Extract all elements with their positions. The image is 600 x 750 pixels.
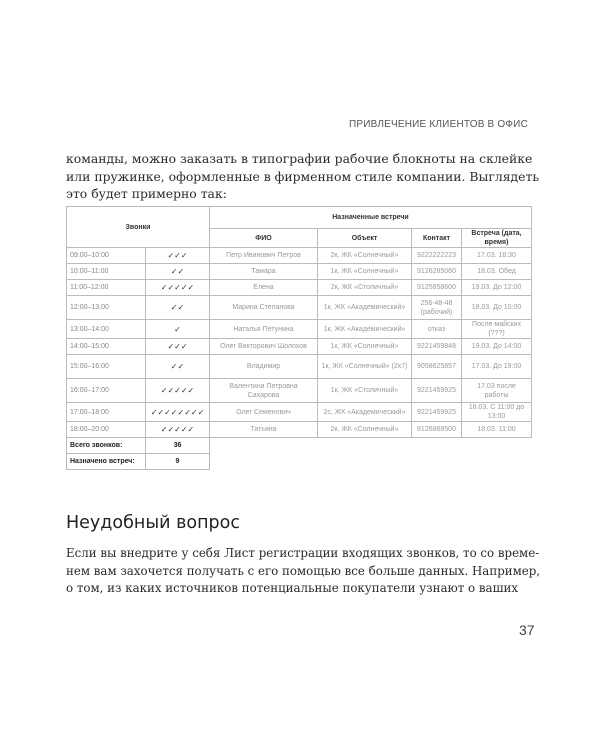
- meeting-cell: 18.03. Обед: [462, 264, 532, 280]
- table-row: [67, 264, 532, 280]
- object-cell: 2с, ЖК «Академический»: [318, 403, 412, 422]
- meeting-cell: 17.03. До 19:00: [462, 355, 532, 379]
- contact-cell: 9221459848: [412, 339, 462, 355]
- name-cell: Владимир: [210, 355, 318, 379]
- name-cell: Татьяна: [210, 422, 318, 438]
- table-row: [67, 320, 532, 339]
- contact-cell: 9221459925: [412, 403, 462, 422]
- contact-cell: 9058625857: [412, 355, 462, 379]
- contact-cell: 9126285060: [412, 264, 462, 280]
- header-calls: Звонки: [67, 207, 210, 248]
- time-cell: 10:00–11:00: [67, 264, 146, 280]
- checks-cell: ✓✓✓: [146, 339, 210, 355]
- name-cell: Тамара: [210, 264, 318, 280]
- object-cell: 1к, ЖК «Академический»: [318, 296, 412, 320]
- text-line: нем вам захочется получать с его помощью все больше данных. Например,: [66, 563, 541, 578]
- empty-space: [210, 438, 532, 454]
- table-row: [67, 422, 532, 438]
- time-cell: 15:00–16:00: [67, 355, 146, 379]
- name-cell: Елена: [210, 280, 318, 296]
- object-cell: 2к, ЖК «Солнечный»: [318, 248, 412, 264]
- table-row: [67, 296, 532, 320]
- page-number: 37: [519, 622, 535, 638]
- object-cell: 1к, ЖК «Солнечный»: [318, 264, 412, 280]
- table-row: [67, 248, 532, 264]
- meeting-cell: 17.03 после работы: [462, 379, 532, 403]
- time-cell: 09:00–10:00: [67, 248, 146, 264]
- total-calls-value: 36: [146, 438, 210, 454]
- contact-cell: отказ: [412, 320, 462, 339]
- checks-cell: ✓✓: [146, 296, 210, 320]
- running-header: ПРИВЛЕЧЕНИЕ КЛИЕНТОВ В ОФИС: [348, 119, 528, 130]
- checks-cell: ✓✓✓✓✓✓✓✓: [146, 403, 210, 422]
- meetings-count-row: [67, 454, 532, 470]
- table-row: [67, 339, 532, 355]
- meeting-cell: 19.03. До 12:00: [462, 280, 532, 296]
- time-cell: 18:00–20:00: [67, 422, 146, 438]
- meeting-cell: 18.03. 11:00: [462, 422, 532, 438]
- checks-cell: ✓✓: [146, 355, 210, 379]
- table-row: [67, 379, 532, 403]
- text-line: это будет примерно так:: [66, 186, 227, 201]
- text-line: Если вы внедрите у себя Лист регистрации входящих звонков, то со време-: [66, 546, 540, 560]
- time-cell: 17:00–18:00: [67, 403, 146, 422]
- intro-paragraph: [66, 150, 540, 203]
- table-row: [67, 355, 532, 379]
- empty-space: [210, 454, 532, 470]
- object-cell: 1к, ЖК «Академический»: [318, 320, 412, 339]
- checks-cell: ✓✓✓✓✓: [146, 379, 210, 403]
- text-line: о том, из каких источников потенциальные покупатели узнают о ваших: [66, 581, 519, 595]
- time-cell: 11:00–12:00: [67, 280, 146, 296]
- object-cell: 1к, ЖК «Столичный»: [318, 379, 412, 403]
- meeting-cell: 18.03. С 11:00 до 13:00: [462, 403, 532, 422]
- name-cell: Олег Викторович Шолохов: [210, 339, 318, 355]
- contact-cell: 9126868500: [412, 422, 462, 438]
- col-contact: Контакт: [412, 229, 462, 248]
- name-cell: Наталья Петунина: [210, 320, 318, 339]
- table-row: [67, 403, 532, 422]
- header-meetings: Назначенные встречи: [210, 207, 532, 229]
- contact-cell: 256-48-48 (рабочий): [412, 296, 462, 320]
- name-cell: Валентина Петровна Сахарова: [210, 379, 318, 403]
- checks-cell: ✓✓✓: [146, 248, 210, 264]
- checks-cell: ✓: [146, 320, 210, 339]
- section-paragraph: [66, 545, 541, 598]
- table-row: [67, 280, 532, 296]
- col-meeting: Встреча (дата, время): [462, 229, 532, 248]
- meeting-cell: 18.03. До 10:00: [462, 296, 532, 320]
- object-cell: 2к, ЖК «Столичный»: [318, 280, 412, 296]
- meetings-count-label: Назначено встреч:: [67, 454, 146, 470]
- col-object: Объект: [318, 229, 412, 248]
- checks-cell: ✓✓: [146, 264, 210, 280]
- checks-cell: ✓✓✓✓✓: [146, 422, 210, 438]
- text-line: или пружинке, оформленные в фирменном стиле компании. Выглядеть: [66, 168, 540, 184]
- time-cell: 16:00–17:00: [67, 379, 146, 403]
- meeting-cell: 19.03. До 14:00: [462, 339, 532, 355]
- call-log-table: [66, 206, 532, 470]
- time-cell: 14:00–15:00: [67, 339, 146, 355]
- section-heading: Неудобный вопрос: [66, 513, 240, 533]
- checks-cell: ✓✓✓✓✓: [146, 280, 210, 296]
- contact-cell: 9125858600: [412, 280, 462, 296]
- contact-cell: 9221459925: [412, 379, 462, 403]
- name-cell: Петр Иванович Петров: [210, 248, 318, 264]
- meetings-count-value: 9: [146, 454, 210, 470]
- name-cell: Олег Семенович: [210, 403, 318, 422]
- col-name: ФИО: [210, 229, 318, 248]
- time-cell: 12:00–13:00: [67, 296, 146, 320]
- total-calls-row: [67, 438, 532, 454]
- time-cell: 13:00–14:00: [67, 320, 146, 339]
- object-cell: 2к, ЖК «Солнечный»: [318, 422, 412, 438]
- object-cell: 1к, ЖК «Солнечный»: [318, 339, 412, 355]
- meeting-cell: 17.03. 18:30: [462, 248, 532, 264]
- text-line: команды, можно заказать в типографии рабочие блокноты на склейке: [66, 151, 533, 166]
- name-cell: Марина Степанова: [210, 296, 318, 320]
- object-cell: 1к, ЖК «Солнечный» (2х7): [318, 355, 412, 379]
- contact-cell: 9222222223: [412, 248, 462, 264]
- meeting-cell: После майских (???): [462, 320, 532, 339]
- total-calls-label: Всего звонков:: [67, 438, 146, 454]
